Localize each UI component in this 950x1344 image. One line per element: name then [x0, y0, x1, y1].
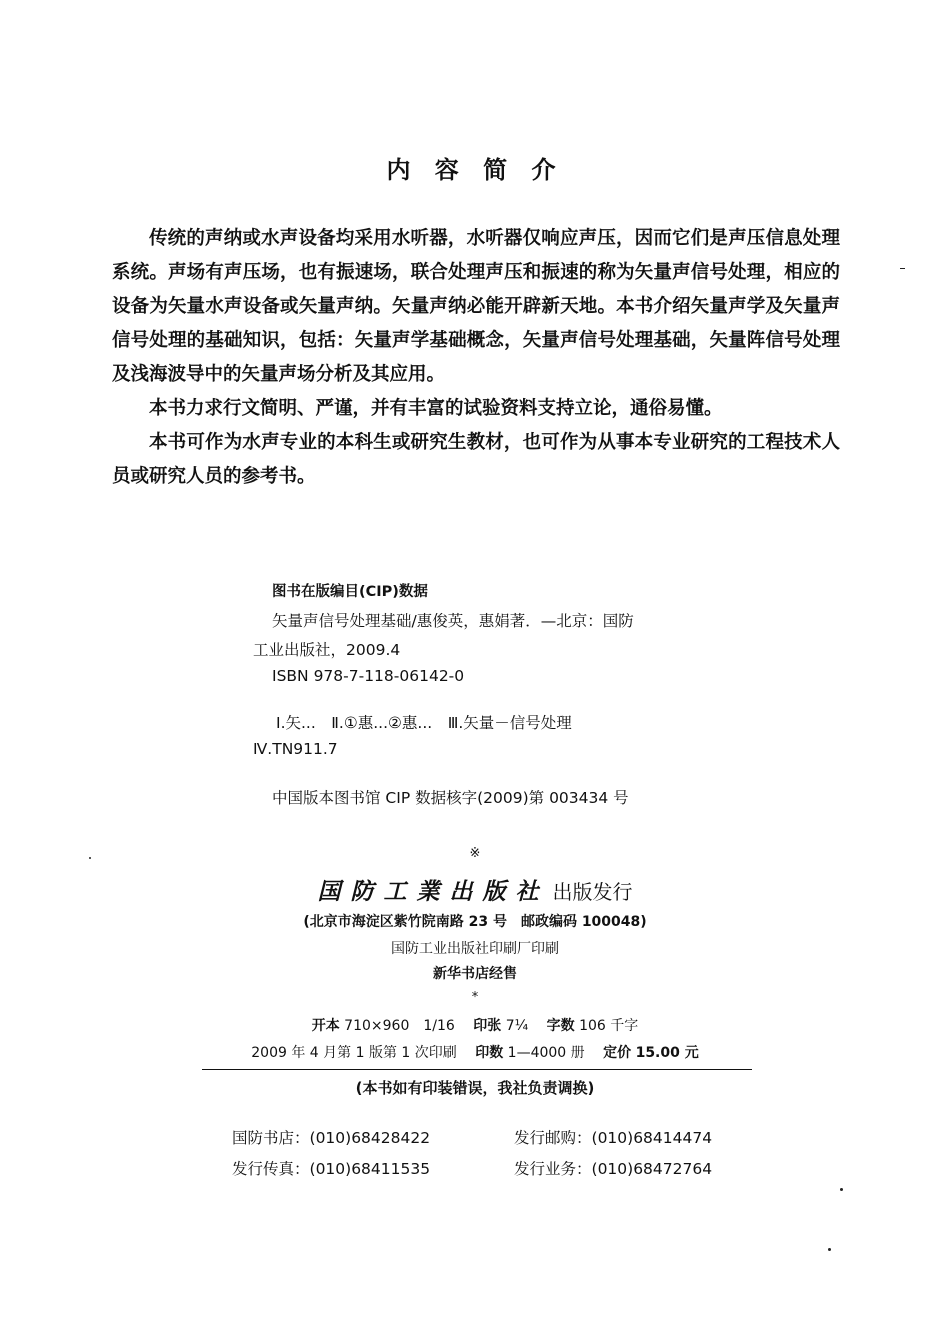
printing-info: 2009 年 4 月第 1 版第 1 次印刷: [251, 1045, 457, 1061]
copies-value: 1—4000 册: [507, 1045, 585, 1061]
contact-fax: [232, 1157, 430, 1179]
scan-speck: [900, 268, 905, 269]
contact-phone: (010)68472764: [591, 1160, 713, 1178]
contact-phone: (010)68428422: [309, 1129, 431, 1147]
price-value: 15.00 元: [635, 1045, 699, 1061]
contact-mail-order: [514, 1126, 712, 1148]
publisher-logo: 国防工業出版社: [317, 878, 549, 905]
publisher-line: [0, 873, 950, 906]
small-mark: *: [471, 990, 479, 1005]
exchange-notice: (本书如有印装错误，我社负责调换): [355, 1079, 595, 1097]
page-title: 内 容 简 介: [386, 156, 564, 184]
cip-record-number: 中国版本图书馆 CIP 数据核字(2009)第 003434 号: [272, 789, 629, 807]
cip-line-1: 矢量声信号处理基础/惠俊英，惠娟著．—北京：国防: [272, 612, 634, 630]
contact-label: 国防书店：: [232, 1129, 310, 1147]
words-label: 字数: [546, 1018, 575, 1034]
separator-mark: ※: [469, 846, 481, 861]
book-specs: [0, 1015, 950, 1035]
scan-speck: [89, 857, 91, 859]
price-label: 定价: [603, 1045, 632, 1061]
edition-line: [0, 1042, 950, 1062]
seller-line: 新华书店经售: [433, 966, 517, 982]
cip-heading: 图书在版编目(CIP)数据: [272, 584, 428, 600]
printer-line: 国防工业出版社印刷厂印刷: [391, 941, 559, 957]
cip-class-number: Ⅳ.TN911.7: [253, 740, 338, 758]
cip-classification: Ⅰ.矢... Ⅱ.①惠...②惠... Ⅲ.矢量－信号处理: [276, 714, 572, 732]
intro-paragraph-1: 传统的声纳或水声设备均采用水听器，水听器仅响应声压，因而它们是声压信息处理系统。声场有声压场，也有振速场，联合处理声压和振速的称为矢量声信号处理，相应的设备为矢量水声设备或矢量声纳。矢量声纳必能开辟新天地。本书介绍矢量声学及矢量声信号处理的基础知识，包括：矢量声学基础概念，矢量声信号处理基础，矢量阵信号处理及浅海波导中的矢量声场分析及其应用。: [112, 228, 840, 385]
contact-label: 发行业务：: [514, 1160, 592, 1178]
cip-isbn: ISBN 978-7-118-06142-0: [272, 667, 465, 685]
cip-line-2: 工业出版社，2009.4: [253, 641, 401, 659]
contact-phone: (010)68414474: [591, 1129, 713, 1147]
intro-paragraph-3: 本书可作为水声专业的本科生或研究生教材，也可作为从事本专业研究的工程技术人员或研究人员的参考书。: [112, 432, 840, 487]
contact-bookstore: [232, 1126, 430, 1148]
words-value: 106 千字: [579, 1018, 639, 1034]
contact-phone: (010)68411535: [309, 1160, 431, 1178]
format-value: 710×960 1/16: [344, 1018, 455, 1034]
copies-label: 印数: [475, 1045, 504, 1061]
contact-label: 发行邮购：: [514, 1129, 592, 1147]
divider: [202, 1069, 752, 1070]
publisher-address: (北京市海淀区紫竹院南路 23 号 邮政编码 100048): [303, 914, 647, 930]
scan-speck: [828, 1248, 831, 1251]
intro-paragraph-2: 本书力求行文简明、严谨，并有丰富的试验资料支持立论，通俗易懂。: [149, 398, 723, 419]
intro-section: [112, 222, 840, 494]
format-label: 开本: [311, 1018, 340, 1034]
scan-speck: [840, 1188, 843, 1191]
publisher-suffix: 出版发行: [552, 880, 633, 904]
contact-business: [514, 1157, 712, 1179]
sheets-value: 7¼: [505, 1018, 529, 1034]
sheets-label: 印张: [473, 1018, 502, 1034]
contact-label: 发行传真：: [232, 1160, 310, 1178]
